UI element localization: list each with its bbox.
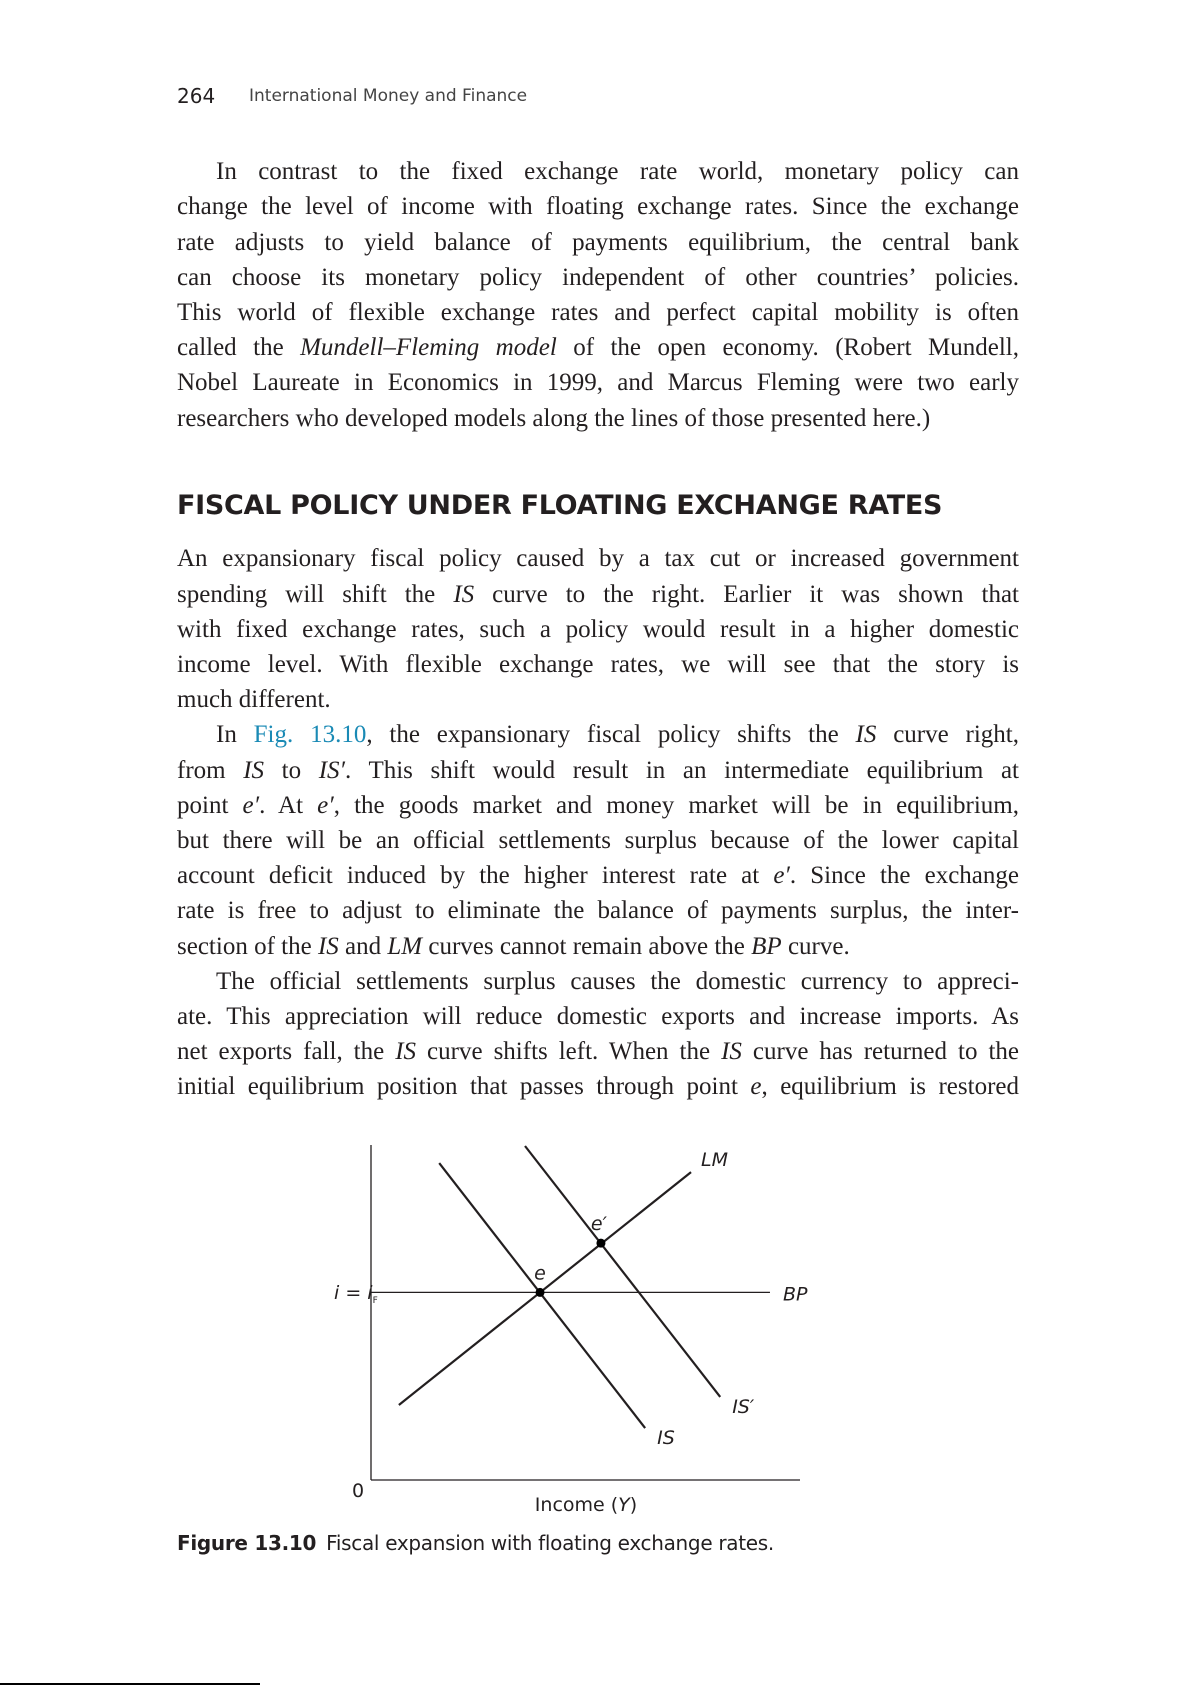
- series-label-is-prime: IS′: [732, 1395, 755, 1418]
- text-span: spending will shift the: [177, 580, 454, 608]
- italic-term: IS: [317, 932, 339, 960]
- series-label-bp: BP: [782, 1283, 808, 1306]
- text-span: rate adjusts to yield balance of payments equilibrium, the central bank: [177, 228, 1019, 256]
- series-label-lm: LM: [701, 1149, 729, 1172]
- text-span: In contrast to the fixed exchange rate world, monetary policy can: [216, 158, 1019, 186]
- text-span: In: [216, 721, 254, 749]
- equilibrium-point-e: [536, 1288, 545, 1297]
- text-span: curve has returned to the: [741, 1038, 1019, 1066]
- text-span: Nobel Laureate in Economics in 1999, and Marcus Fleming were two early: [177, 369, 1019, 397]
- page-number: 264: [177, 84, 216, 108]
- italic-term: IS: [395, 1038, 417, 1066]
- text-span: ate. This appreciation will reduce domestic exports and increase imports. As: [177, 1003, 1019, 1030]
- text-span: from: [177, 756, 244, 784]
- italic-term: IS: [453, 580, 475, 608]
- text-span: , the goods market and money market will be in equilibrium,: [333, 791, 1020, 819]
- text-span: . At: [259, 791, 318, 819]
- text-span: curve right,: [876, 721, 1020, 749]
- text-span: but there will be an official settlements surplus because of the lower capital: [177, 827, 1019, 854]
- text-span: much different.: [177, 686, 331, 714]
- italic-term: e′: [773, 862, 790, 890]
- text-span: income level. With flexible exchange rates, we will see that the story is: [177, 651, 1019, 678]
- running-title: International Money and Finance: [249, 86, 528, 106]
- point-label: e: [534, 1262, 546, 1285]
- text-span: . Since the exchange: [789, 862, 1019, 890]
- text-span: rate is free to adjust to eliminate the balance of payments surplus, the inter-: [177, 897, 1019, 925]
- figure-caption: [177, 1531, 774, 1555]
- italic-term: BP: [751, 932, 782, 960]
- text-span: , equilibrium is restored: [761, 1073, 1019, 1101]
- point-label: e′: [590, 1213, 607, 1236]
- text-span: and: [338, 932, 388, 960]
- x-axis-label: Income (Y): [534, 1494, 638, 1516]
- text-span: curves cannot remain above the: [422, 932, 752, 960]
- text-span: can choose its monetary policy independent of other countries’ policies.: [177, 263, 1019, 291]
- text-span: The official settlements surplus causes the domestic currency to appreci-: [216, 967, 1019, 995]
- text-span: curve shifts left. When the: [416, 1038, 722, 1066]
- italic-term: e′: [317, 791, 334, 819]
- text-span: section of the: [177, 932, 318, 960]
- text-span: initial equilibrium position that passes through point: [177, 1073, 751, 1101]
- text-span: researchers who developed models along the lines of those presented here.): [177, 404, 931, 432]
- italic-term: e: [750, 1073, 762, 1101]
- text-span: change the level of income with floating exchange rates. Since the exchange: [177, 193, 1019, 221]
- text-span: curve.: [781, 932, 850, 960]
- italic-term: IS: [243, 756, 265, 784]
- text-span: An expansionary fiscal policy caused by a tax cut or increased government: [177, 545, 1019, 573]
- text-span: to: [264, 756, 319, 784]
- series-line-lm: [399, 1172, 691, 1405]
- figure-caption-text: Fiscal expansion with floating exchange rates.: [326, 1531, 774, 1555]
- italic-term: IS′: [318, 756, 346, 784]
- series-line-is-prime: [525, 1146, 720, 1397]
- text-span: This world of flexible exchange rates and perfect capital mobility is often: [177, 299, 1019, 326]
- italic-term: IS: [721, 1038, 742, 1066]
- figure-link[interactable]: Fig. 13.10: [253, 721, 367, 749]
- text-span: point: [177, 791, 243, 819]
- section-heading: FISCAL POLICY UNDER FLOATING EXCHANGE RATES: [177, 490, 943, 521]
- italic-term: e′: [242, 791, 260, 819]
- equilibrium-point-e-prime: [596, 1239, 605, 1248]
- italic-term: LM: [387, 932, 423, 960]
- text-span: of the open economy. (Robert Mundell,: [556, 334, 1019, 362]
- italic-term: Mundell–Fleming model: [300, 334, 557, 362]
- text-span: . This shift would result in an intermediate equilibrium at: [345, 756, 1019, 784]
- text-span: , the expansionary fiscal policy shifts the: [366, 721, 856, 749]
- text-span: called the: [177, 334, 301, 362]
- text-span: curve to the right. Earlier it was shown that: [474, 580, 1019, 608]
- origin-label: 0: [351, 1480, 365, 1502]
- text-span: net exports fall, the: [177, 1038, 396, 1066]
- series-label-is: IS: [657, 1427, 675, 1450]
- y-tick-label: $i = i_F$: [334, 1282, 378, 1306]
- text-span: with fixed exchange rates, such a policy would result in a higher domestic: [177, 615, 1019, 643]
- italic-term: IS: [855, 721, 877, 749]
- text-span: account deficit induced by the higher interest rate at: [177, 862, 774, 890]
- figure-label: Figure 13.10: [177, 1531, 317, 1555]
